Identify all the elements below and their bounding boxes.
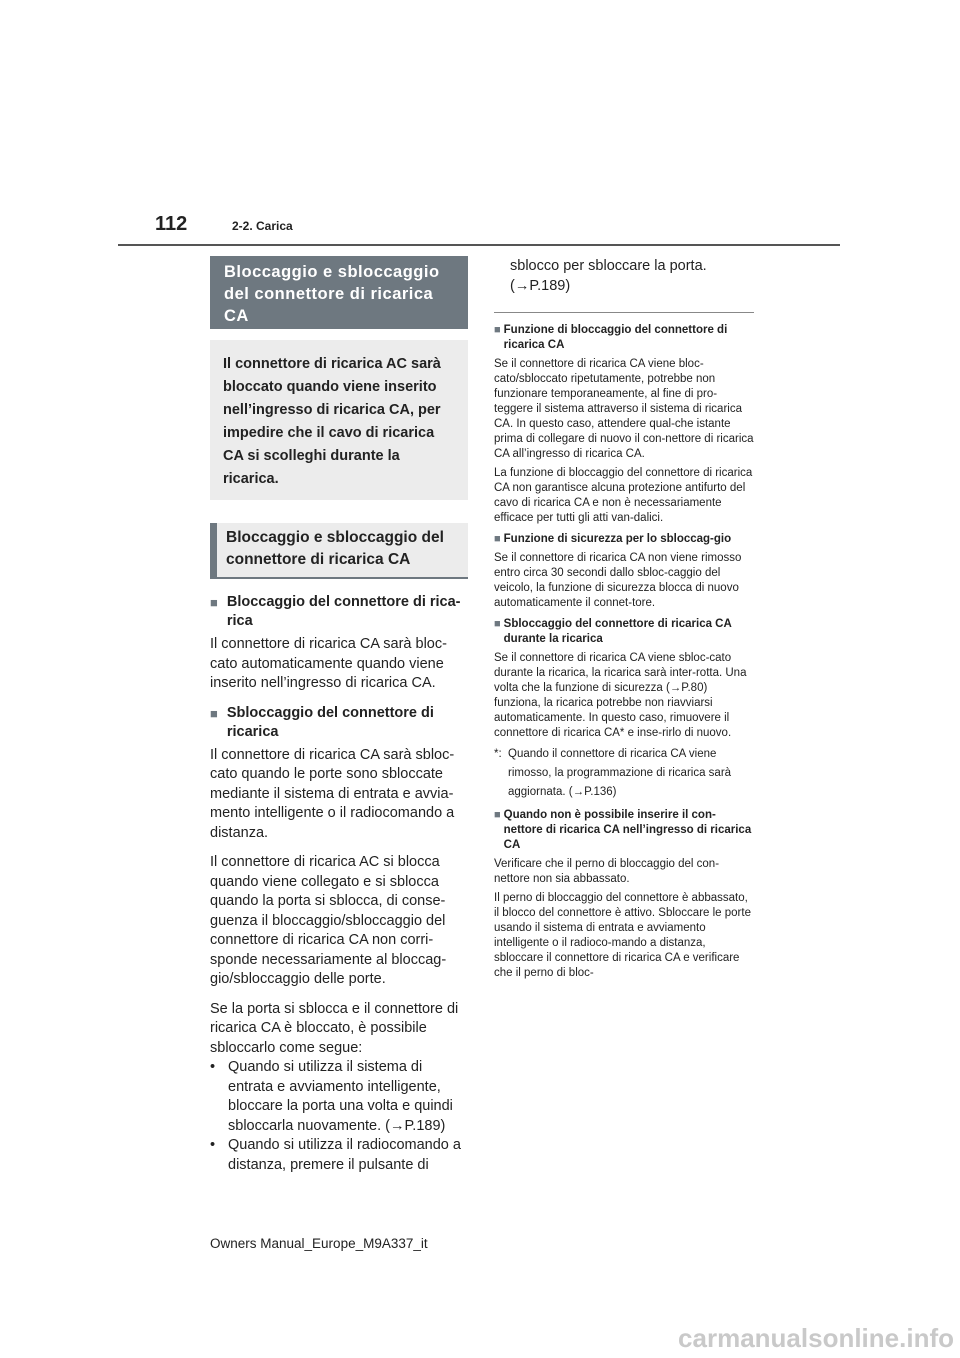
item-heading-text: Bloccaggio del connettore di rica-rica bbox=[226, 594, 461, 629]
subsection-heading: Bloccaggio e sbloccaggio del connettore di ricarica CA bbox=[210, 523, 468, 579]
header-divider bbox=[118, 244, 840, 246]
paragraph: Il connettore di ricarica CA sarà bloc-cato automaticamente quando viene inserito nell’ingresso di ricarica CA. bbox=[210, 636, 447, 691]
watermark: carmanualsonline.info bbox=[678, 1323, 954, 1353]
note-paragraph: Se il connettore di ricarica CA non viene rimosso entro circa 30 secondi dallo sbloc-caggio del veicolo, la funzione di sicurezza blocca di nuovo automaticamente il connet-tore. bbox=[494, 552, 742, 609]
page-number: 112 bbox=[155, 213, 188, 235]
list-item bbox=[210, 1058, 468, 1136]
note-heading-text: Quando non è possibile inserire il con-nettore di ricarica CA nell’ingresso di ricarica CA bbox=[503, 809, 752, 851]
paragraph: Il connettore di ricarica CA sarà sbloc-cato quando le porte sono sbloccate mediante il sistema di entrata e avvia-mento intelligente o il radiocomando a distanza. bbox=[210, 746, 455, 841]
note-heading bbox=[494, 617, 754, 647]
note-paragraph: Se il connettore di ricarica CA viene sbloc-cato durante la ricarica, la ricarica sarà inter-rotta. Una volta che la funzione di sicurezza (→P.80) funziona, la ricarica potrebbe non riavviarsi automaticamente. In questo caso, rimuovere il connettore di ricarica CA* e inse-rirlo di nuovo. bbox=[494, 652, 747, 739]
bullet-dot: • bbox=[210, 1137, 216, 1153]
footer-text: Owners Manual_Europe_M9A337_it bbox=[210, 1236, 428, 1251]
square-bullet-icon: ■ bbox=[494, 324, 501, 336]
right-column bbox=[494, 256, 754, 985]
square-bullet-icon: ■ bbox=[210, 705, 218, 721]
note-heading-text: Funzione di sicurezza per lo sbloccag-gio bbox=[503, 533, 732, 545]
bullet-dot: • bbox=[210, 1059, 216, 1075]
note-heading-text: Funzione di bloccaggio del connettore di ricarica CA bbox=[503, 324, 728, 351]
note-paragraph: Il perno di bloccaggio del connettore è abbassato, il blocco del connettore è attivo. Sbloccare le porte usando il sistema di entrata e avviamento intelligente o il radioco-mando a distanza, sbloccare il connettore di ricarica CA e verificare che il perno di bloc- bbox=[494, 892, 751, 979]
square-bullet-icon: ■ bbox=[494, 809, 501, 821]
note-heading bbox=[494, 532, 754, 547]
square-bullet-icon: ■ bbox=[494, 618, 501, 630]
list-item-text: Quando si utilizza il sistema di entrata e avviamento intelligente, bloccare la porta una volta e quindi sbloccarla nuovamente. (→P.189) bbox=[228, 1059, 453, 1134]
continuation-text: sblocco per sbloccare la porta. (→P.189) bbox=[510, 258, 707, 294]
list-item bbox=[210, 1136, 468, 1175]
footnote bbox=[494, 745, 754, 802]
paragraph: Se la porta si sblocca e il connettore di ricarica CA è bloccato, è possibile sbloccarlo come segue: bbox=[210, 1000, 459, 1056]
divider bbox=[494, 312, 754, 313]
footnote-text: Quando il connettore di ricarica CA viene rimosso, la programmazione di ricarica sarà aggiornata. (→P.136) bbox=[508, 748, 732, 798]
square-bullet-icon: ■ bbox=[494, 533, 501, 545]
note-paragraph: Verificare che il perno di bloccaggio del con-nettore non sia abbassato. bbox=[494, 858, 720, 885]
note-heading-text: Sbloccaggio del connettore di ricarica CA durante la ricarica bbox=[503, 618, 732, 645]
intro-box: Il connettore di ricarica AC sarà bloccato quando viene inserito nell’ingresso di ricarica CA, per impedire che il cavo di ricarica CA si scolleghi durante la ricarica. bbox=[210, 340, 468, 500]
paragraph: Il connettore di ricarica AC si blocca quando viene collegato e si sblocca quando la porta si sblocca, di conse-guenza il bloccaggio/sbloccaggio del connettore di ricarica CA non corri-sponde necessariamente al bloccag-gio/sbloccaggio delle porte. bbox=[210, 854, 447, 987]
note-heading bbox=[494, 808, 754, 853]
left-column bbox=[210, 256, 468, 1175]
list-item-text: Quando si utilizza il radiocomando a distanza, premere il pulsante di bbox=[228, 1137, 461, 1173]
item-heading bbox=[210, 593, 468, 631]
item-locking bbox=[210, 593, 468, 1175]
note-heading bbox=[494, 323, 754, 353]
note-paragraph: La funzione di bloccaggio del connettore di ricarica CA non garantisce alcuna protezione antifurto del cavo di ricarica CA e non è necessariamente efficace per tutti gli atti van-dalici. bbox=[494, 467, 753, 524]
square-bullet-icon: ■ bbox=[210, 595, 218, 610]
item-heading-text: Sbloccaggio del connettore di ricarica bbox=[226, 704, 434, 740]
section-label: 2-2. Carica bbox=[232, 219, 293, 233]
section-title-box: Bloccaggio e sbloccaggio del connettore di ricarica CA bbox=[210, 256, 468, 329]
item-heading bbox=[210, 704, 468, 742]
footnote-mark: *: bbox=[494, 748, 502, 760]
note-paragraph: Se il connettore di ricarica CA viene bloc-cato/sbloccato ripetutamente, potrebbe non funzionare temporaneamente, al fine di pro-teggere il sistema attraverso il sistema di ricarica CA. In questo caso, attendere qual-che istante prima di collegare di nuovo il con-nettore di ricarica CA all’ingresso di ricarica CA. bbox=[494, 358, 754, 460]
